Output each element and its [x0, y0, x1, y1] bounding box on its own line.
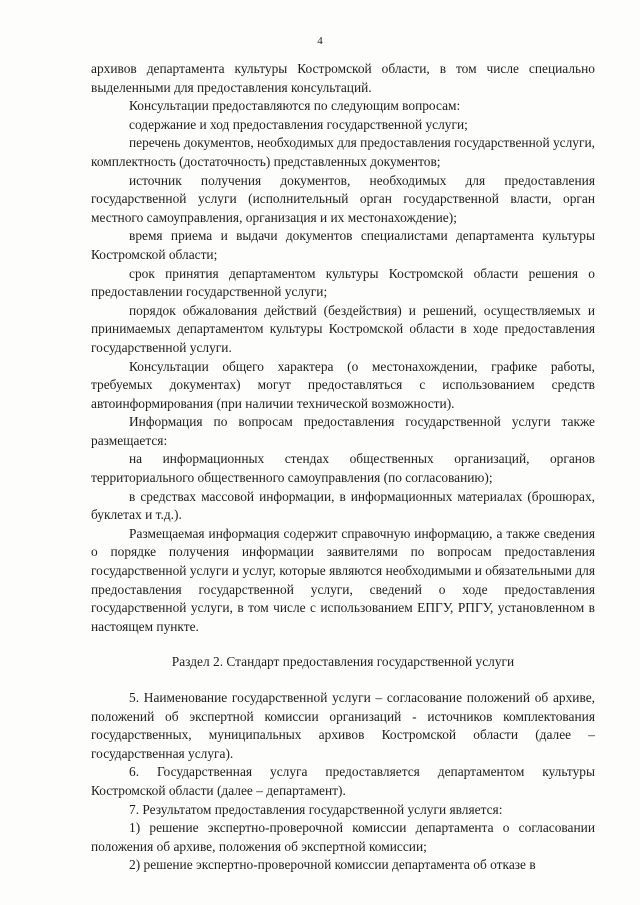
- paragraph: 1) решение экспертно-проверочной комиссии департамента о согласовании положения об архиве, положения об экспертной комиссии;: [91, 820, 595, 854]
- paragraph-group-section-2: [91, 689, 595, 875]
- paragraph: 7. Результатом предоставления государственной услуги является:: [129, 801, 503, 817]
- paragraph-group-intro: [91, 60, 595, 636]
- document-body: [91, 60, 595, 875]
- paragraph: 2) решение экспертно-проверочной комиссии департамента об отказе в: [129, 857, 536, 873]
- paragraph: источник получения документов, необходимых для предоставления государственной услуги (исполнительный орган государственной власти, орган местного самоуправления, организация и их местонахождение);: [91, 172, 595, 225]
- paragraph: Размещаемая информация содержит справочную информацию, а также сведения о порядке получения информации заявителями по вопросам предоставления государственной услуги и услуг, которые являются необходимыми и обязательными для предоставления государственной услуги, сведений о ходе предоставления государственной услуги, в том числе с использованием ЕПГУ, РПГУ, установленном в настоящем пункте.: [91, 525, 595, 634]
- paragraph: Консультации предоставляются по следующим вопросам:: [129, 98, 461, 114]
- paragraph: на информационных стендах общественных организаций, органов территориального общественного самоуправления (по согласованию);: [91, 451, 595, 486]
- paragraph: порядок обжалования действий (бездействия) и решений, осуществляемых и принимаемых департаментом культуры Костромской области в ходе предоставления государственной услуги.: [91, 302, 595, 355]
- paragraph: содержание и ход предоставления государственной услуги;: [129, 116, 468, 132]
- page-number: 4: [317, 35, 323, 47]
- paragraph: перечень документов, необходимых для предоставления государственной услуги, комплектность (достаточность) представленных документов;: [91, 135, 595, 169]
- paragraph: Информация по вопросам предоставления государственной услуги также размещается:: [91, 414, 595, 448]
- paragraph: срок принятия департаментом культуры Костромской области решения о предоставлении государственной услуги;: [91, 265, 595, 300]
- paragraph: в средствах массовой информации, в информационных материалах (брошюрах, буклетах и т.д.).: [91, 488, 595, 523]
- paragraph: Консультации общего характера (о местонахождении, графике работы, требуемых документах) могут предоставляться с использованием средств автоинформирования (при наличии технической возможности).: [91, 358, 595, 411]
- paragraph: архивов департамента культуры Костромской области, в том числе специально выделенными для предоставления консультаций.: [91, 61, 595, 95]
- paragraph: 5. Наименование государственной услуги – согласование положений об архиве, положений об экспертной комиссии организаций - источников комплектования государственных, муниципальных архивов Костромской области (далее – государственная услуга).: [91, 690, 595, 761]
- paragraph: время приема и выдачи документов специалистами департамента культуры Костромской области;: [91, 228, 595, 262]
- section-heading: Раздел 2. Стандарт предоставления государственной услуги: [171, 654, 515, 670]
- paragraph: 6. Государственная услуга предоставляется департаментом культуры Костромской области (далее – департамент).: [91, 764, 595, 798]
